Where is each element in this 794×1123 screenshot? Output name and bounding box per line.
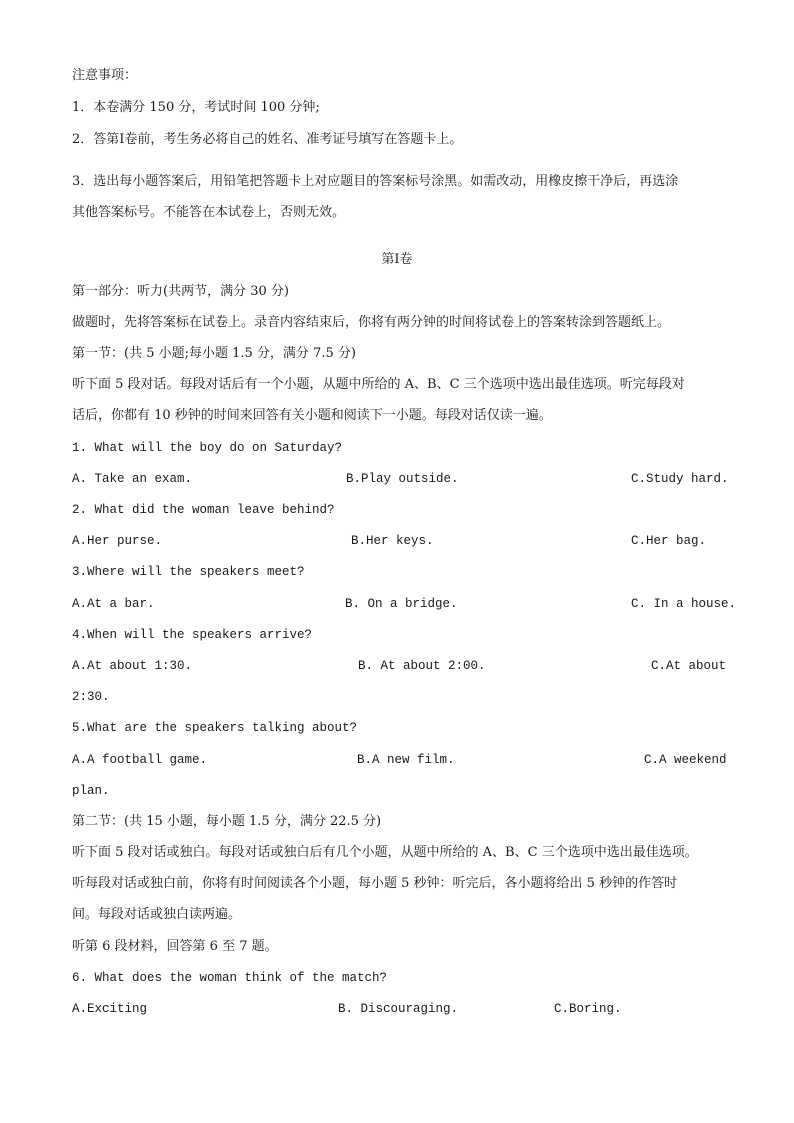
section1-title: 第一节：(共 5 小题;每小题 1.5 分，满分 7.5 分): [72, 346, 356, 361]
notes-title: 注意事项：: [72, 68, 138, 83]
part1-title: 第一部分：听力(共两节，满分 30 分): [72, 284, 289, 299]
q4-option-c: C.At about: [651, 659, 727, 673]
section2-title: 第二节：(共 15 小题，每小题 1.5 分，满分 22.5 分): [72, 814, 382, 829]
note-1: 1．本卷满分 150 分，考试时间 100 分钟;: [72, 100, 320, 115]
section1-instructions-2: 话后，你都有 10 秒钟的时间来回答有关小题和阅读下一小题。每段对话仅读一遍。: [72, 408, 552, 423]
question-5: 5.What are the speakers talking about?: [72, 721, 358, 735]
section2-instructions-1: 听下面 5 段对话或独白。每段对话或独白后有几个小题，从题中所给的 A、B、C 三个选项中选出最佳选项。: [72, 845, 698, 860]
material-6-instruction: 听第 6 段材料，回答第 6 至 7 题。: [72, 939, 278, 954]
q6-option-a: A.Exciting: [72, 1002, 148, 1016]
q4-option-c-continued: 2:30.: [72, 690, 110, 704]
q5-option-a: A.A football game.: [72, 753, 208, 767]
q1-option-c: C.Study hard.: [631, 472, 729, 486]
q3-option-b: B. On a bridge.: [345, 597, 458, 611]
section2-instructions-2: 听每段对话或独白前，你将有时间阅读各个小题，每小题 5 秒钟：听完后，各小题将给出 5 秒钟的作答时: [72, 876, 678, 891]
q6-option-c: C.Boring.: [554, 1002, 622, 1016]
question-4: 4.When will the speakers arrive?: [72, 628, 313, 642]
q5-option-c: C.A weekend: [644, 753, 727, 767]
section1-instructions-1: 听下面 5 段对话。每段对话后有一个小题，从题中所给的 A、B、C 三个选项中选出最佳选项。听完每段对: [72, 377, 685, 392]
q2-option-c: C.Her bag.: [631, 534, 707, 548]
q6-option-b: B. Discouraging.: [338, 1002, 459, 1016]
q4-option-a: A.At about 1:30.: [72, 659, 193, 673]
q1-option-b: B.Play outside.: [346, 472, 459, 486]
q5-option-b: B.A new film.: [357, 753, 455, 767]
q2-option-b: B.Her keys.: [351, 534, 434, 548]
note-3-line-1: 3．选出每小题答案后，用铅笔把答题卡上对应题目的答案标号涂黑。如需改动，用橡皮擦干净后，再选涂: [72, 174, 679, 189]
q4-option-b: B. At about 2:00.: [358, 659, 486, 673]
q3-option-c: C. In a house.: [631, 597, 737, 611]
q1-option-a: A. Take an exam.: [72, 472, 193, 486]
note-2: 2．答第Ⅰ卷前，考生务必将自己的姓名、准考证号填写在答题卡上。: [72, 132, 463, 147]
question-6: 6. What does the woman think of the match?: [72, 971, 388, 985]
section2-instructions-3: 间。每段对话或独白读两遍。: [72, 907, 242, 922]
question-1: 1. What will the boy do on Saturday?: [72, 441, 343, 455]
q3-option-a: A.At a bar.: [72, 597, 155, 611]
volume-title: 第Ⅰ卷: [381, 252, 413, 267]
note-3-line-2: 其他答案标号。不能答在本试卷上，否则无效。: [72, 205, 346, 220]
q5-option-c-continued: plan.: [72, 784, 110, 798]
q2-option-a: A.Her purse.: [72, 534, 163, 548]
question-2: 2. What did the woman leave behind?: [72, 503, 335, 517]
question-3: 3.Where will the speakers meet?: [72, 565, 305, 579]
part1-instructions: 做题时，先将答案标在试卷上。录音内容结束后，你将有两分钟的时间将试卷上的答案转涂到答题纸上。: [72, 315, 671, 330]
